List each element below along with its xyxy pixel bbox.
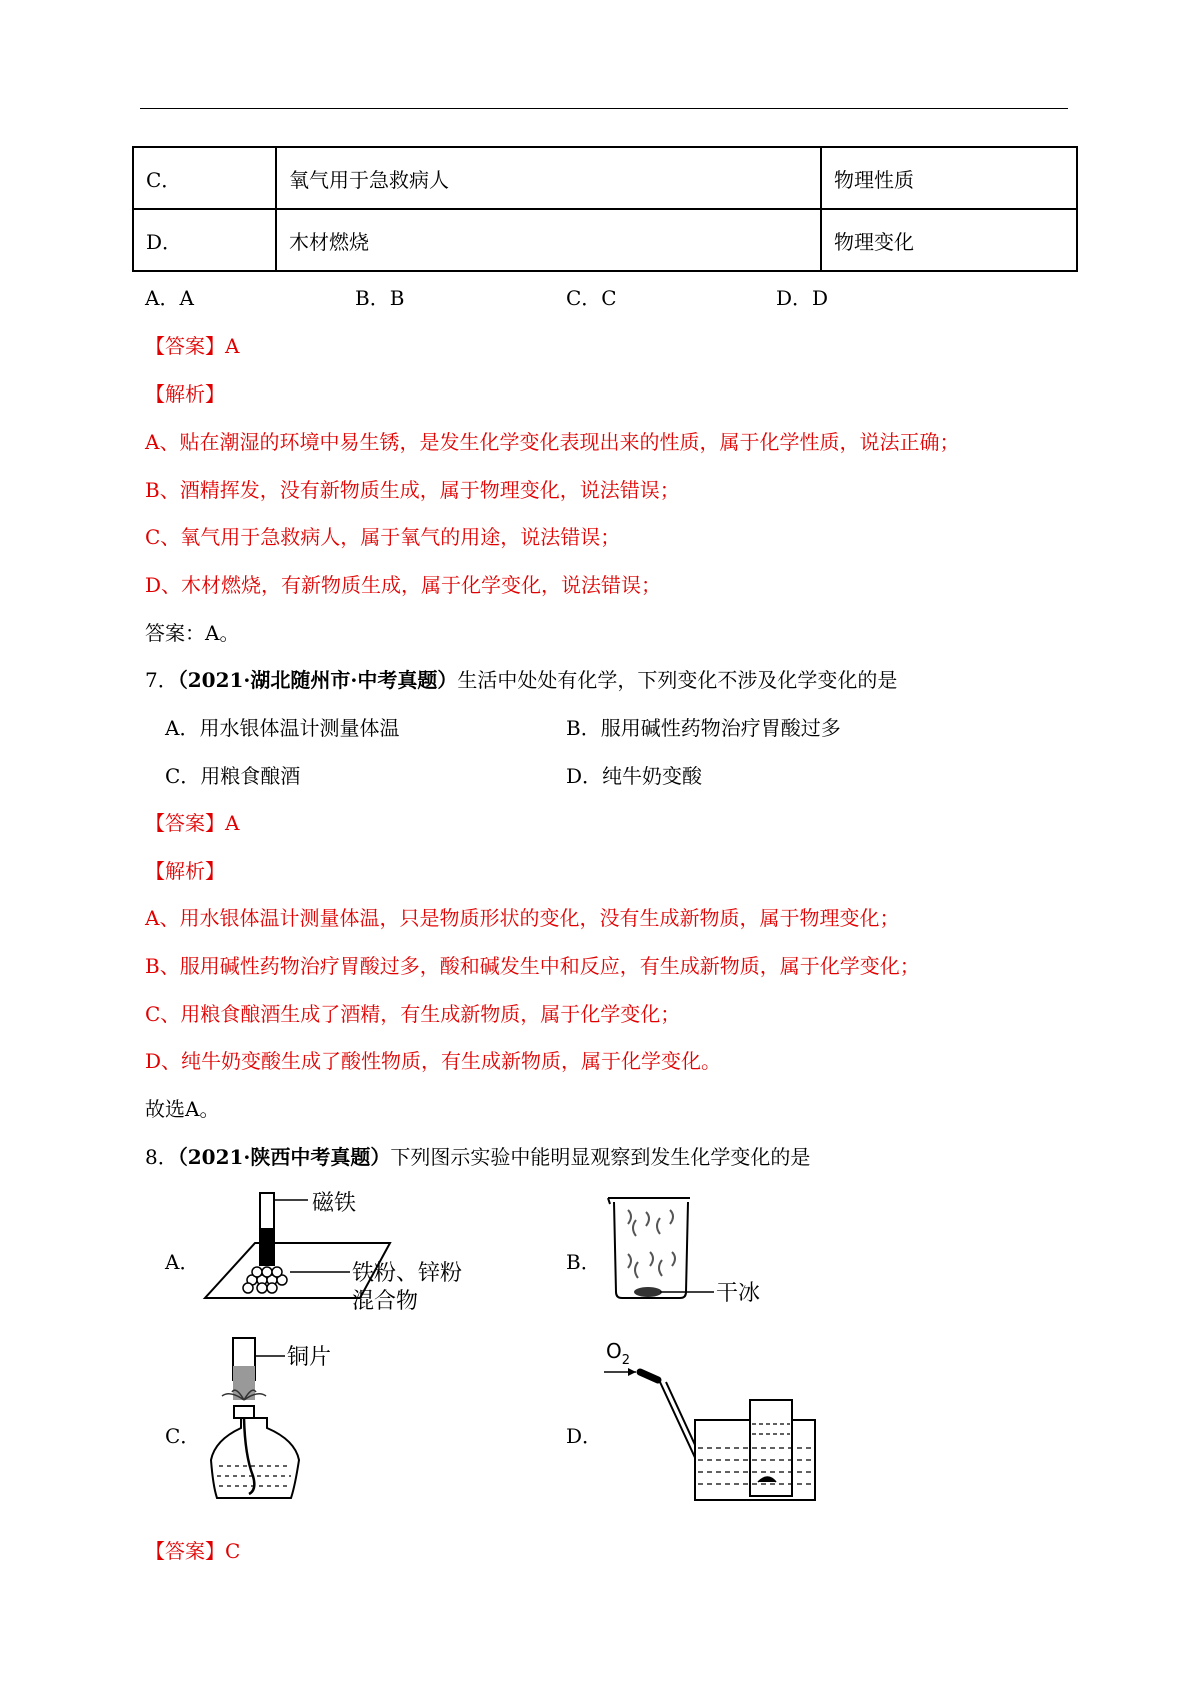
- q7-option-a: A．用水银体温计测量体温: [165, 716, 400, 740]
- q8-answer: 【答案】C: [145, 1539, 241, 1563]
- q6-option-a: A．A: [145, 286, 194, 310]
- q6-analysis-line: D、木材燃烧，有新物质生成，属于化学变化，说法错误；: [145, 573, 662, 597]
- figure-c-label: C．: [165, 1424, 201, 1448]
- row-category: 物理性质: [821, 147, 1077, 209]
- figure-d-oxygen-experiment: [600, 1340, 825, 1510]
- q7-source: （2021·湖北随州市·中考真题）: [177, 668, 458, 692]
- q7-analysis-line: B、服用碱性药物治疗胃酸过多，酸和碱发生中和反应，有生成新物质，属于化学变化；: [145, 954, 920, 978]
- q7-option-c: C．用粮食酿酒: [165, 764, 301, 788]
- table-row: [133, 147, 1077, 209]
- q6-answer: 【答案】A: [145, 334, 240, 358]
- q7-stem-line: [145, 667, 897, 693]
- figure-a-magnet-experiment: [200, 1188, 490, 1318]
- header-rule: [140, 108, 1068, 109]
- q7-analysis-label: 【解析】: [145, 859, 225, 883]
- figure-d-label: D．: [566, 1424, 603, 1448]
- q6-option-d: D．D: [776, 286, 829, 310]
- q6-analysis-line: A、贴在潮湿的环境中易生锈，是发生化学变化表现出来的性质，属于化学性质，说法正确；: [145, 430, 960, 454]
- q7-stem: 生活中处处有化学，下列变化不涉及化学变化的是: [457, 668, 898, 692]
- q6-conclusion: 答案：A。: [145, 621, 240, 645]
- figure-a-label: A．: [165, 1250, 200, 1274]
- q7-analysis-line: D、纯牛奶变酸生成了酸性物质，有生成新物质，属于化学变化。: [145, 1049, 722, 1073]
- q6-option-c: C．C: [566, 286, 617, 310]
- figure-a-magnet-label: 磁铁: [312, 1191, 357, 1216]
- figure-b-dry-ice-label: 干冰: [716, 1281, 761, 1306]
- q7-conclusion: 故选A。: [145, 1097, 220, 1121]
- q7-analysis-line: A、用水银体温计测量体温，只是物质形状的变化，没有生成新物质，属于物理变化；: [145, 906, 900, 930]
- q7-number: 7．: [145, 668, 178, 692]
- q7-option-b: B．服用碱性药物治疗胃酸过多: [566, 716, 841, 740]
- row-content: 木材燃烧: [276, 209, 821, 271]
- figure-a-mixture-label: 铁粉、锌粉: [352, 1261, 463, 1286]
- q8-number: 8．: [145, 1145, 178, 1169]
- figure-b-label: B．: [566, 1250, 601, 1274]
- options-table: [132, 146, 1078, 272]
- q6-analysis-line: C、氧气用于急救病人，属于氧气的用途，说法错误；: [145, 525, 621, 549]
- row-content: 氧气用于急救病人: [276, 147, 821, 209]
- q8-stem: 下列图示实验中能明显观察到发生化学变化的是: [390, 1145, 811, 1169]
- table-row: [133, 209, 1077, 271]
- figure-c-copper-heating: [205, 1336, 355, 1511]
- row-category: 物理变化: [821, 209, 1077, 271]
- q7-answer: 【答案】A: [145, 811, 240, 835]
- row-letter: C．: [133, 147, 276, 209]
- q6-analysis-label: 【解析】: [145, 382, 225, 406]
- q6-analysis-line: B、酒精挥发，没有新物质生成，属于物理变化，说法错误；: [145, 478, 680, 502]
- q7-option-d: D．纯牛奶变酸: [566, 764, 703, 788]
- q8-source: （2021·陕西中考真题）: [177, 1145, 391, 1169]
- row-letter: D．: [133, 209, 276, 271]
- figure-b-dry-ice-experiment: [600, 1196, 800, 1306]
- figure-d-o2-label: $O_2$: [606, 1340, 631, 1368]
- q6-option-b: B．B: [355, 286, 405, 310]
- q8-stem-line: [145, 1144, 810, 1170]
- figure-c-copper-label: 铜片: [287, 1345, 332, 1370]
- q7-analysis-line: C、用粮食酿酒生成了酒精，有生成新物质，属于化学变化；: [145, 1002, 681, 1026]
- figure-a-mixture-label-2: 混合物: [352, 1289, 419, 1314]
